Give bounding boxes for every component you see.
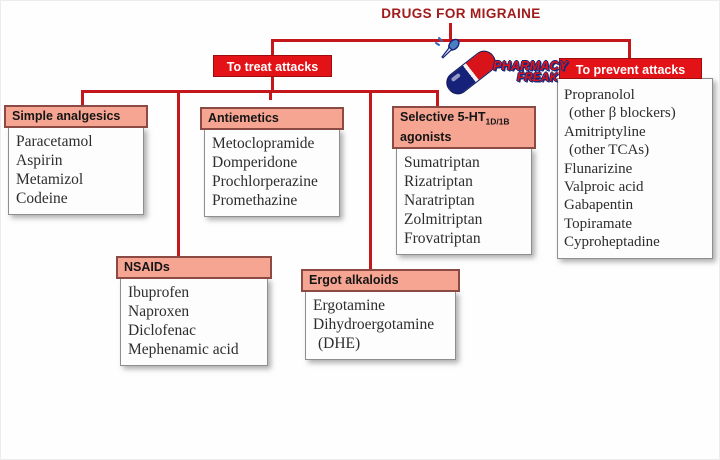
connector-nsaids-drop — [177, 90, 180, 257]
drug-item: Zolmitriptan — [404, 210, 483, 228]
group-header-simple-analgesics: Simple analgesics — [4, 105, 148, 128]
pharmacy-freak-logo — [431, 35, 567, 99]
drug-item: Dihydroergotamine — [313, 316, 435, 333]
drug-item: Valproic acid — [564, 179, 644, 196]
group-antiemetics — [204, 107, 340, 217]
drug-item: Metoclopramide — [212, 135, 315, 152]
drug-item: Prochlorperazine — [212, 173, 318, 190]
group-header-ergot-alkaloids: Ergot alkaloids — [301, 269, 460, 292]
connector-simple-drop — [81, 90, 84, 106]
branch-to-prevent-attacks: To prevent attacks — [559, 58, 702, 79]
drug-item: (DHE) — [318, 335, 361, 352]
group-header-nsaids: NSAIDs — [116, 256, 272, 279]
drug-item: Metamizol — [16, 171, 84, 188]
drug-item: Domperidone — [212, 154, 298, 171]
group-items-selective-5ht — [396, 148, 532, 255]
group-items-ergot-alkaloids — [305, 291, 456, 360]
group-items-nsaids — [120, 278, 268, 366]
drug-item: Topiramate — [564, 215, 633, 232]
group-header-antiemetics: Antiemetics — [200, 107, 344, 130]
connector-treat-down — [271, 76, 274, 91]
group-items-antiemetics — [204, 129, 340, 217]
drug-item: Promethazine — [212, 192, 298, 209]
drug-item: Codeine — [16, 190, 68, 207]
group-items-prevent-attacks — [557, 78, 713, 259]
group-ergot-alkaloids — [305, 269, 456, 360]
drug-item: Amitriptyline — [564, 123, 646, 140]
group-nsaids — [120, 256, 268, 366]
drug-item: Gabapentin — [564, 197, 634, 214]
logo-text-freak: FREAK — [517, 72, 559, 84]
drug-item: (other β blockers) — [569, 105, 676, 122]
drug-item: Mephenamic acid — [128, 341, 239, 358]
group-simple-analgesics — [8, 105, 144, 215]
drug-item: Sumatriptan — [404, 153, 480, 171]
connector-antiemetics-drop — [269, 90, 272, 100]
group-header-selective-5ht: Selective $5-HT_{1D/1B}$ agonists — [392, 106, 536, 149]
drug-item: Flunarizine — [564, 160, 633, 177]
drug-item: Cyproheptadine — [564, 234, 660, 251]
branch-to-treat-attacks: To treat attacks — [213, 55, 332, 77]
drug-item: Frovatriptan — [404, 229, 481, 247]
drug-item: Diclofenac — [128, 322, 196, 339]
drug-item: Aspirin — [16, 152, 63, 169]
connector-treat-drop — [271, 39, 274, 56]
connector-ergot-drop — [369, 90, 372, 270]
connector-prevent-drop — [628, 39, 631, 59]
drug-item: Paracetamol — [16, 133, 93, 150]
drug-item: (other TCAs) — [569, 142, 650, 159]
connector-treat-rail — [81, 90, 439, 93]
diagram-title: DRUGS FOR MIGRAINE — [381, 6, 541, 21]
logo-text-pharmacy: PHARMACY — [493, 59, 568, 73]
drug-item: Ergotamine — [313, 297, 386, 314]
drug-item: Rizatriptan — [404, 172, 473, 190]
group-selective-5ht-agonists — [396, 106, 532, 255]
group-items-simple-analgesics — [8, 127, 144, 215]
drug-item: Naratriptan — [404, 191, 475, 209]
drug-item: Propranolol — [564, 87, 635, 103]
drug-item: Ibuprofen — [128, 284, 190, 301]
drug-item: Naproxen — [128, 303, 190, 320]
